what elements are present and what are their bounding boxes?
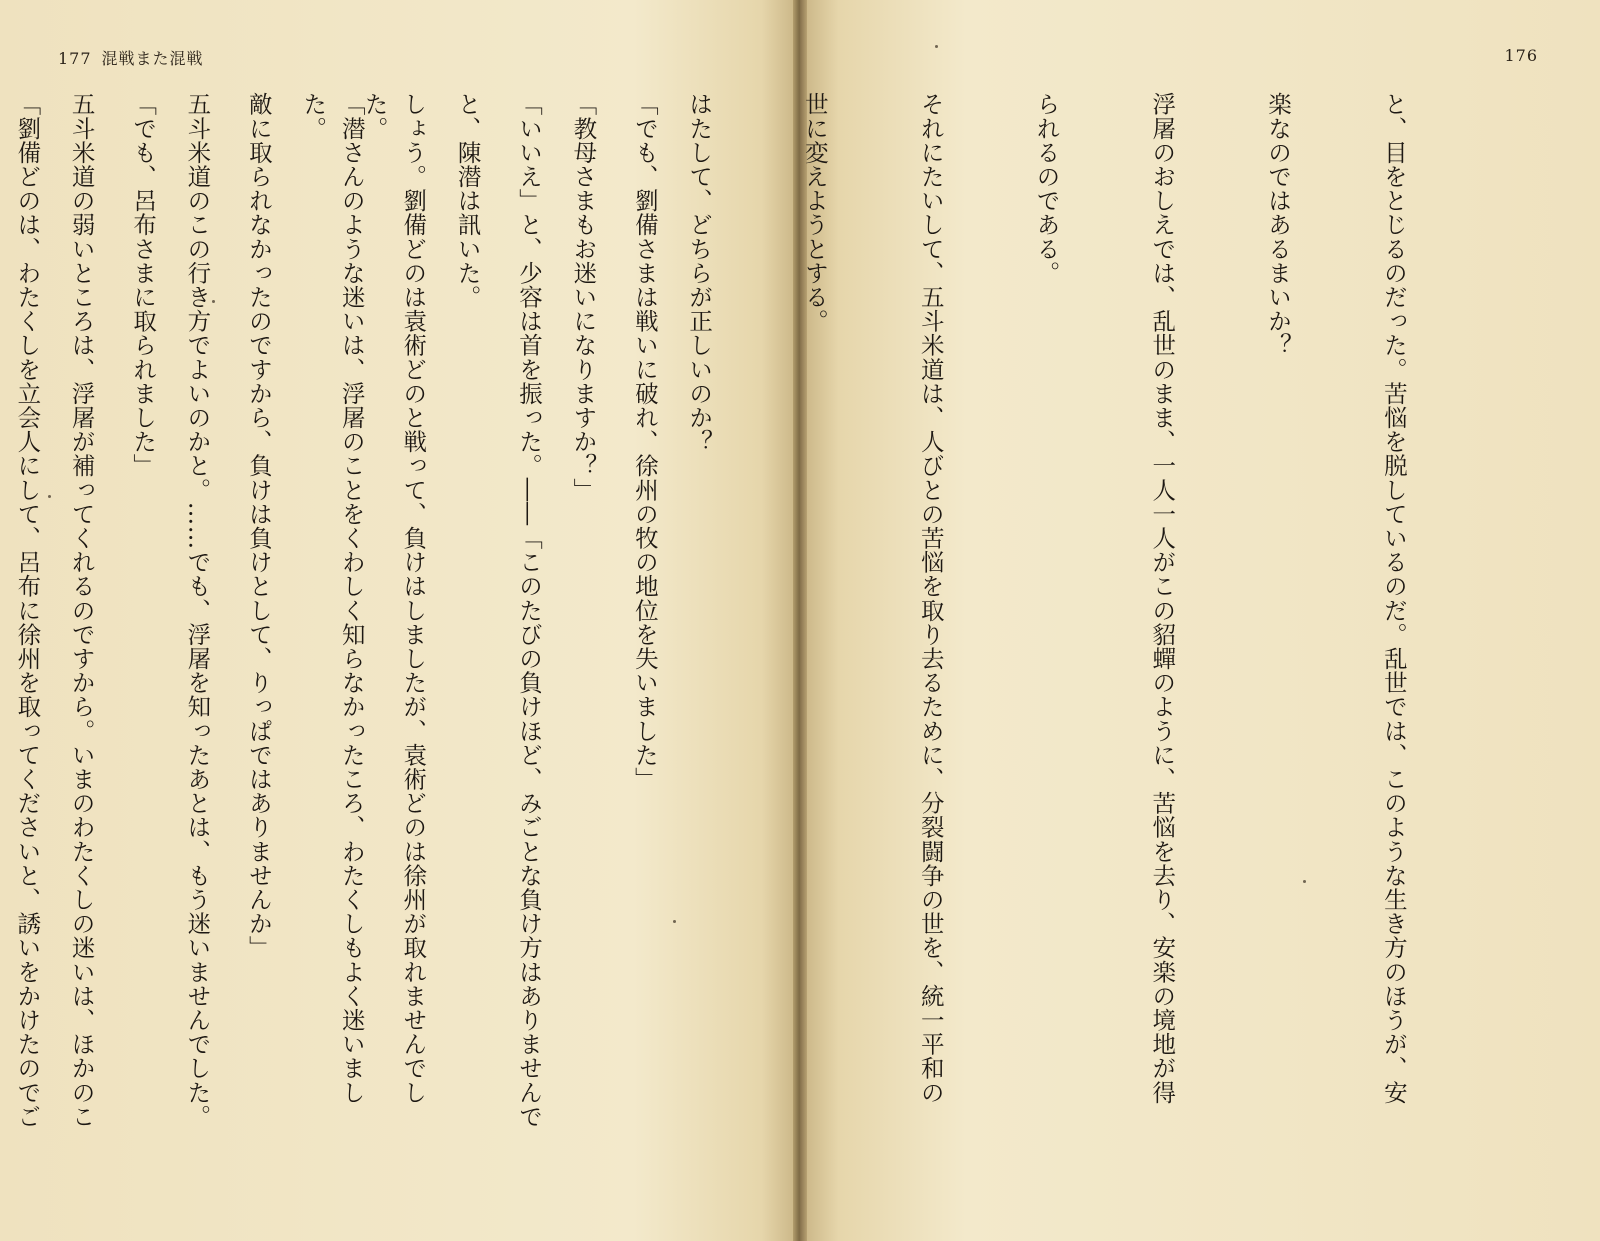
running-title: 混戦また混戦: [101, 49, 204, 68]
text-line: 「劉備どのは、わたくしを立会人にして、呂布に徐州を取ってくださいと、誘いをかけたのでご: [13, 92, 42, 1129]
text-line: 浮屠のおしえでは、乱世のまま、一人一人がこの貂蟬のように、苦悩を去り、安楽の境地が得: [1148, 92, 1177, 1105]
paper-speck: [1303, 880, 1306, 883]
text-line: それにたいして、五斗米道は、人びとの苦悩を取り去るために、分裂闘争の世を、統一平和の: [916, 92, 945, 1105]
text-line: 「でも、劉備さまは戦いに破れ、徐州の牧の地位を失いました」: [630, 92, 659, 791]
text-line: はたして、どちらが正しいのか？: [685, 92, 714, 454]
right-page-header: [1504, 46, 1538, 65]
text-line: 五斗米道の弱いところは、浮屠が補ってくれるのですから。いまのわたくしの迷いは、ほかのこ: [67, 92, 96, 1129]
page-number-176: 176: [1504, 46, 1538, 65]
page-number-177: 177: [58, 49, 92, 68]
text-line: 「潜さんのような迷いは、浮屠のことをくわしく知らなかったころ、わたくしもよく迷いました。: [299, 92, 366, 1105]
text-line: と、目をとじるのだった。苦悩を脱しているのだ。乱世では、このような生き方のほうが、安: [1379, 92, 1408, 1105]
text-line: 「でも、呂布さまに取られました」: [129, 92, 158, 478]
text-line: 世に変えようとする。: [800, 92, 829, 333]
text-line: られるのである。: [1032, 92, 1061, 285]
text-line: 「教母さまもお迷いになりますか？」: [569, 92, 598, 502]
paper-speck: [935, 45, 938, 48]
text-line: しょう。劉備どのは袁術どのと戦って、負けはしましたが、袁術どのは徐州が取れませんでした。: [360, 92, 428, 1105]
left-page-header: [58, 46, 204, 69]
right-page-text: [0, 92, 1490, 1152]
text-line: 五斗米道のこの行き方でよいのかと。……でも、浮屠を知ったあとは、もう迷いませんでした。: [183, 92, 212, 1129]
text-line: と、陳潜は訊いた。: [453, 92, 482, 309]
text-line: 楽なのではあるまいか？: [1264, 92, 1293, 358]
text-line: 「いいえ」と、少容は首を振った。――「このたびの負けほど、みごとな負け方はありませんで: [515, 92, 544, 1129]
text-line: 敵に取られなかったのですから、負けは負けとして、りっぱではありませんか」: [244, 92, 273, 960]
